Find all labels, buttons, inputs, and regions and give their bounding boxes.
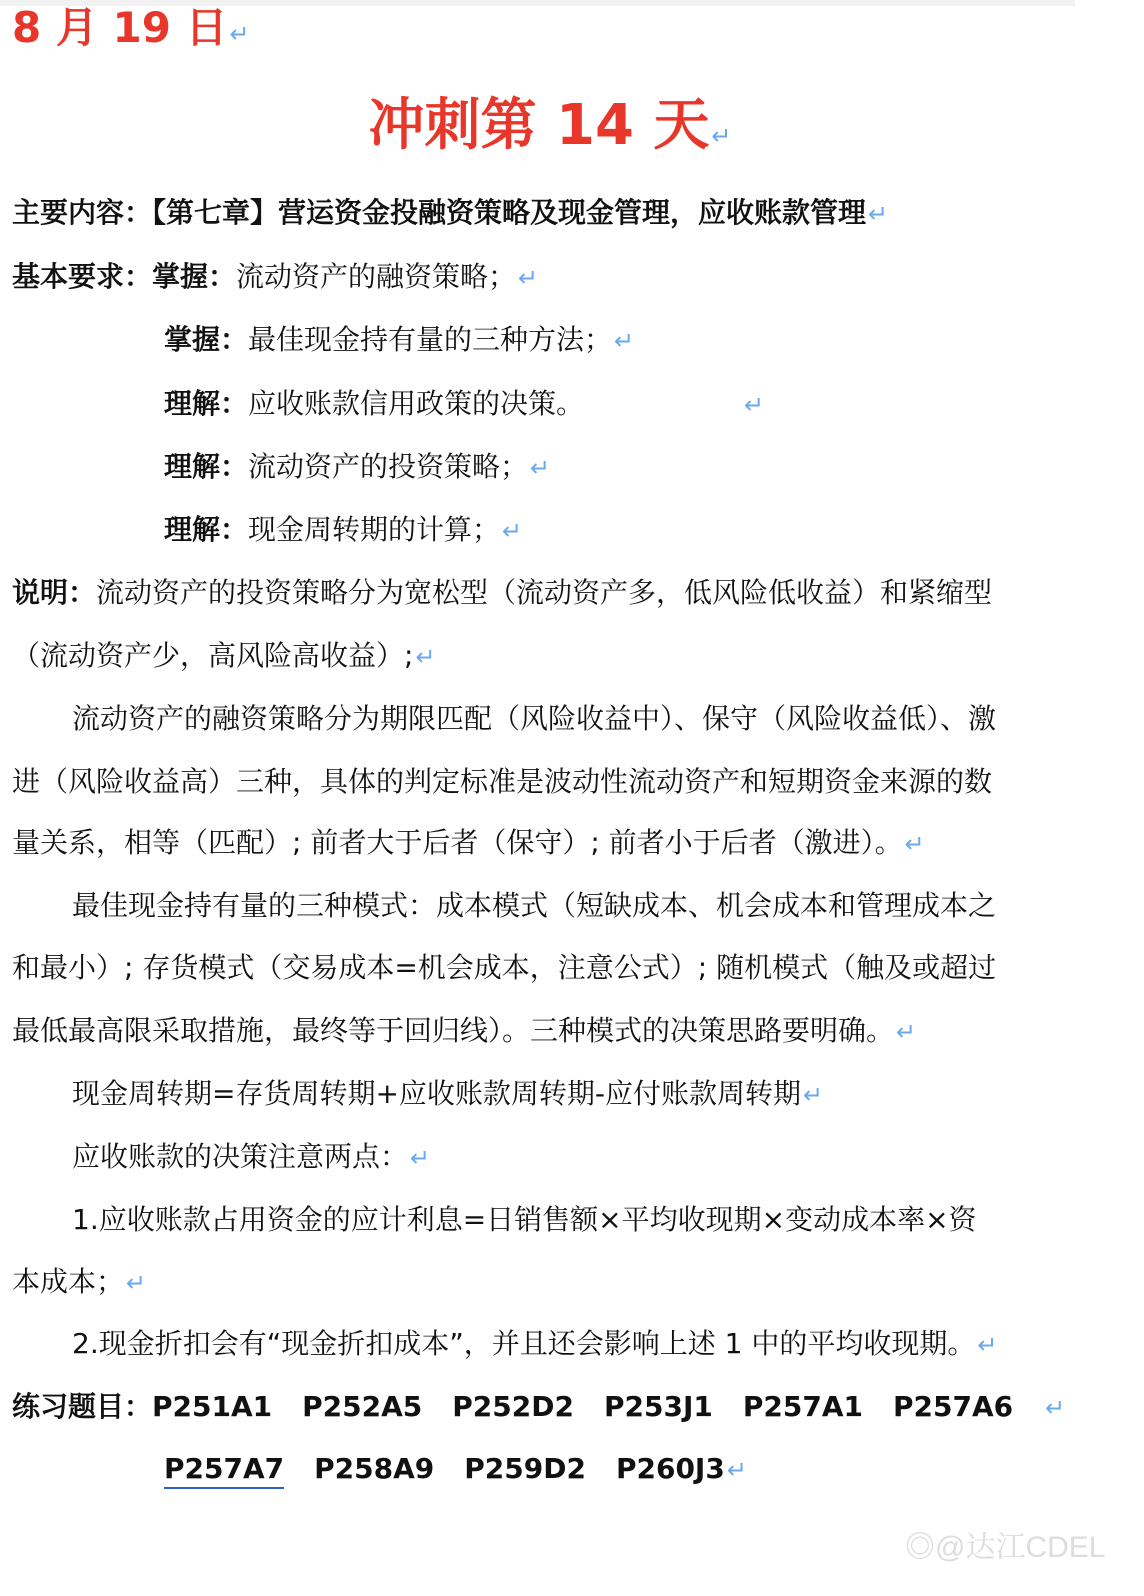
explanation-line bbox=[72, 888, 996, 924]
explanation-line bbox=[72, 1139, 430, 1176]
explanation-line bbox=[12, 575, 992, 611]
explanation-line bbox=[12, 1013, 916, 1050]
explanation-line bbox=[12, 1264, 146, 1301]
date-heading bbox=[12, 4, 250, 58]
requirement-item bbox=[12, 259, 538, 296]
requirement-level: 理解： bbox=[164, 513, 249, 546]
exercise-code: P252D2 bbox=[452, 1390, 574, 1423]
paragraph-mark: ↵ bbox=[1045, 1394, 1066, 1422]
explanation-text: 和最小）; 存货模式（交易成本=机会成本，注意公式）; 随机模式（触及或超过 bbox=[12, 951, 997, 984]
weibo-icon: ◎ bbox=[905, 1531, 935, 1564]
main-content-label: 主要内容： bbox=[12, 196, 153, 229]
exercise-code: P257A6 bbox=[892, 1390, 1014, 1423]
explanation-line bbox=[12, 638, 436, 675]
main-content-text: 【第七章】营运资金投融资策略及现金管理，应收账款管理 bbox=[152, 196, 867, 229]
paragraph-mark: ↵ bbox=[726, 1456, 747, 1484]
exercises-line bbox=[12, 1389, 1065, 1426]
paragraph-mark: ↵ bbox=[868, 200, 889, 228]
exercise-code: P259D2 bbox=[464, 1452, 586, 1485]
paragraph-mark: ↵ bbox=[415, 643, 436, 671]
explanation-text: 流动资产的融资策略分为期限匹配（风险收益中）、保守（风险收益低）、激 bbox=[72, 702, 997, 735]
explanation-line bbox=[72, 701, 996, 737]
watermark-text: @达江CDEL bbox=[935, 1531, 1106, 1564]
paragraph-mark: ↵ bbox=[410, 1144, 431, 1172]
paragraph-mark: ↵ bbox=[977, 1331, 998, 1359]
explanation-line bbox=[12, 825, 925, 862]
explanation-text: 最佳现金持有量的三种模式：成本模式（短缺成本、机会成本和管理成本之 bbox=[72, 889, 997, 922]
requirement-level: 掌握： bbox=[164, 323, 249, 356]
paragraph-mark: ↵ bbox=[518, 264, 539, 292]
exercise-code: P253J1 bbox=[603, 1390, 713, 1423]
requirement-item bbox=[164, 386, 764, 423]
paragraph-mark: ↵ bbox=[904, 830, 925, 858]
explanation-line bbox=[72, 1326, 997, 1363]
exercise-code: P251A1 bbox=[152, 1390, 273, 1423]
explanation-text: 流动资产的投资策略分为宽松型（流动资产多，低风险低收益）和紧缩型 bbox=[96, 576, 993, 609]
paragraph-mark: ↵ bbox=[229, 20, 250, 48]
date-text: 8 月 19 日 bbox=[12, 3, 228, 52]
requirement-level: 理解： bbox=[164, 387, 249, 420]
requirement-text: 最佳现金持有量的三种方法； bbox=[248, 323, 613, 356]
exercise-code: P258A9 bbox=[314, 1452, 435, 1485]
requirement-text: 流动资产的投资策略； bbox=[248, 450, 529, 483]
paragraph-mark: ↵ bbox=[530, 454, 551, 482]
page-title bbox=[0, 93, 1100, 166]
requirement-level: 掌握： bbox=[152, 260, 237, 293]
explanation-line bbox=[72, 1076, 823, 1113]
paragraph-mark: ↵ bbox=[126, 1269, 147, 1297]
explanation-text: （流动资产少，高风险高收益）; bbox=[12, 639, 414, 672]
paragraph-mark: ↵ bbox=[803, 1081, 824, 1109]
title-text: 冲刺第 14 天 bbox=[368, 93, 710, 158]
exercises-label: 练习题目： bbox=[12, 1390, 153, 1423]
explanation-label: 说明： bbox=[12, 576, 97, 609]
exercise-code: P252A5 bbox=[302, 1390, 423, 1423]
requirements-label: 基本要求： bbox=[12, 260, 153, 293]
explanation-line bbox=[12, 764, 992, 800]
paragraph-mark: ↵ bbox=[896, 1018, 917, 1046]
explanation-text: 现金周转期=存货周转期+应收账款周转期-应付账款周转期 bbox=[72, 1077, 802, 1110]
explanation-text: 最低最高限采取措施，最终等于回归线）。三种模式的决策思路要明确。 bbox=[12, 1014, 895, 1047]
exercises-line bbox=[164, 1451, 747, 1489]
requirement-item bbox=[164, 449, 550, 486]
explanation-text: 量关系，相等（匹配）; 前者大于后者（保守）; 前者小于后者（激进）。 bbox=[12, 826, 903, 859]
explanation-text: 应收账款的决策注意两点： bbox=[72, 1140, 409, 1173]
paragraph-mark: ↵ bbox=[744, 391, 765, 419]
requirement-level: 理解： bbox=[164, 450, 249, 483]
requirement-item bbox=[164, 322, 634, 359]
exercise-code: P257A7 bbox=[164, 1451, 284, 1489]
exercise-code: P257A1 bbox=[742, 1390, 863, 1423]
requirement-text: 应收账款信用政策的决策。 bbox=[248, 387, 585, 420]
requirement-text: 流动资产的融资策略； bbox=[236, 260, 517, 293]
explanation-line bbox=[72, 1202, 977, 1238]
watermark bbox=[905, 1522, 1105, 1566]
paragraph-mark: ↵ bbox=[614, 327, 635, 355]
exercise-code: P260J3 bbox=[615, 1452, 725, 1485]
explanation-text: 进（风险收益高）三种，具体的判定标准是波动性流动资产和短期资金来源的数 bbox=[12, 765, 993, 798]
main-content-line bbox=[12, 195, 888, 232]
explanation-text: 本成本； bbox=[12, 1265, 125, 1298]
explanation-text: 1.应收账款占用资金的应计利息=日销售额×平均收现期×变动成本率×资 bbox=[72, 1203, 977, 1236]
paragraph-mark: ↵ bbox=[711, 122, 732, 150]
requirement-text: 现金周转期的计算； bbox=[248, 513, 501, 546]
paragraph-mark: ↵ bbox=[502, 517, 523, 545]
explanation-text: 2.现金折扣会有“现金折扣成本”，并且还会影响上述 1 中的平均收现期。 bbox=[72, 1327, 976, 1360]
requirement-item bbox=[164, 512, 522, 549]
explanation-line bbox=[12, 950, 996, 986]
